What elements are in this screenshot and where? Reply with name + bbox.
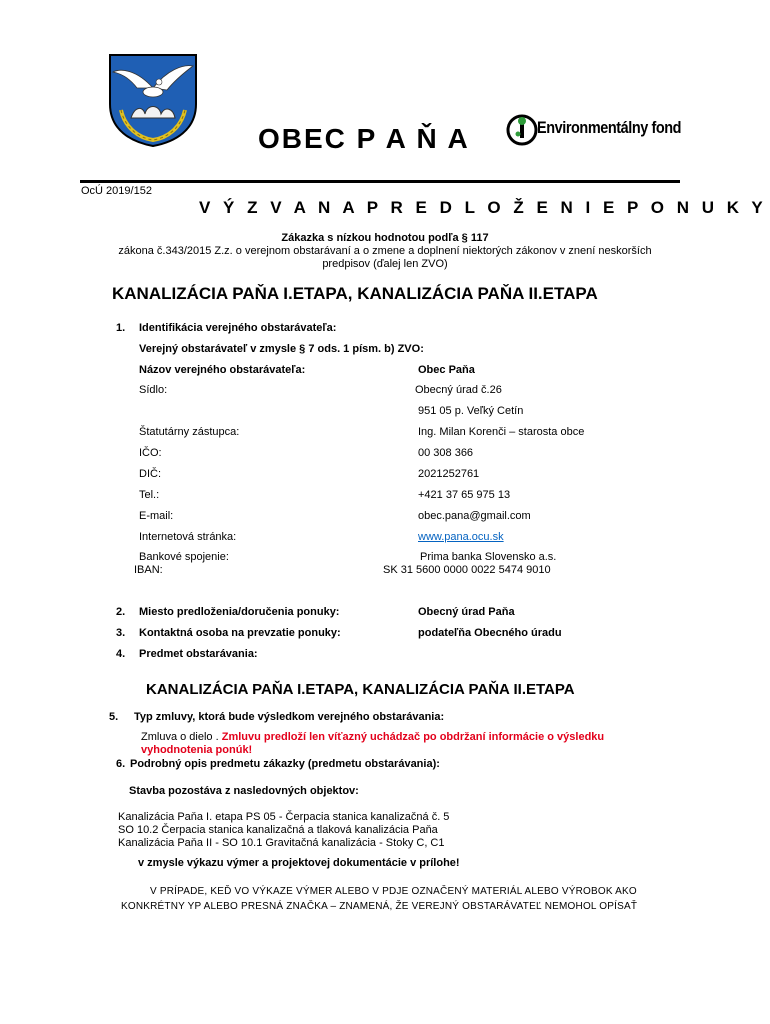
row-value: Obec Paňa — [418, 364, 475, 376]
caps-paragraph-line2: KONKRÉTNY YP ALEBO PRESNÁ ZNAČKA – ZNAMENÁ, ŽE VEREJNÝ OBSTARÁVATEĽ NEMOHOL OPÍSAŤ — [121, 901, 638, 912]
website-link[interactable]: www.pana.ocu.sk — [418, 531, 504, 543]
iban-value: SK 31 5600 0000 0022 5474 9010 — [383, 564, 551, 576]
section3-value: podateľňa Obecného úradu — [418, 627, 562, 639]
section2-value: Obecný úrad Paňa — [418, 606, 515, 618]
project-title: KANALIZÁCIA PAŇA I.ETAPA, KANALIZÁCIA PAŇA II.ETAPA — [112, 284, 598, 303]
row-label: Sídlo: — [139, 384, 168, 396]
law-reference-line2: predpisov (ďalej len ZVO) — [322, 258, 448, 270]
row-value: 2021252761 — [418, 468, 480, 480]
coat-of-arms-icon — [107, 52, 199, 148]
section-number: 4. — [116, 648, 126, 660]
email-link[interactable]: obec.pana@gmail.com — [418, 510, 531, 522]
object-line: Kanalizácia Paňa I. etapa PS 05 - Čerpacia stanica kanalizačná č. 5 — [118, 811, 450, 823]
bank-label: Bankové spojenie: — [139, 551, 229, 563]
header-divider — [80, 180, 680, 183]
project-title-2: KANALIZÁCIA PAŇA I.ETAPA, KANALIZÁCIA PAŇA II.ETAPA — [146, 681, 575, 698]
row-label: Štatutárny zástupca: — [139, 426, 240, 438]
row-label: DIČ: — [139, 468, 161, 480]
iban-label: IBAN: — [134, 564, 163, 576]
caps-paragraph-line1: V PRÍPADE, KEĎ VO VÝKAZE VÝMER ALEBO V PDJE OZNAČENÝ MATERIÁL ALEBO VÝROBOK AKO — [150, 886, 637, 897]
section-number: 2. — [116, 606, 126, 618]
section5-label: Typ zmluvy, ktorá bude výsledkom verejného obstarávania: — [134, 711, 445, 723]
section4-label: Predmet obstarávania: — [139, 648, 258, 660]
contract-type: Zmluva o dielo . — [141, 731, 219, 743]
reference-number: OcÚ 2019/152 — [81, 185, 152, 197]
row-label: E-mail: — [139, 510, 174, 522]
law-reference-line1: zákona č.343/2015 Z.z. o verejnom obstarávaní a o zmene a doplnení niektorých zákonov v znení neskorších — [118, 245, 652, 257]
contract-warning: Zmluvu predloží len víťazný uchádzač po obdržaní informácie o výsledku — [221, 731, 605, 743]
row-value: Ing. Milan Korenči – starosta obce — [418, 426, 585, 438]
contract-type-line — [141, 731, 604, 743]
row-label: Tel.: — [139, 489, 160, 501]
environmental-fund-label: Environmentálny fond — [537, 118, 682, 137]
document-heading: V Ý Z V A N A P R E D L O Ž E N I E P O N U K Y — [199, 198, 767, 217]
section1-subtitle: Verejný obstarávateľ v zmysle § 7 ods. 1 písm. b) ZVO: — [139, 343, 424, 355]
section-number: 6. — [116, 758, 126, 770]
contract-warning-cont: vyhodnotenia ponúk! — [141, 744, 253, 756]
stavba-heading: Stavba pozostáva z nasledovných objektov: — [129, 785, 359, 797]
row-value: +421 37 65 975 13 — [418, 489, 511, 501]
object-line: Kanalizácia Paňa II - SO 10.1 Gravitačná kanalizácia - Stoky C, C1 — [118, 837, 445, 849]
row-value: 00 308 366 — [418, 447, 474, 459]
section-number: 3. — [116, 627, 126, 639]
procurement-type: Zákazka s nízkou hodnotou podľa § 117 — [281, 232, 489, 244]
page-title: OBEC P A Ň A — [258, 123, 470, 154]
object-line: SO 10.2 Čerpacia stanica kanalizačná a tlaková kanalizácia Paňa — [118, 824, 438, 836]
section2-label: Miesto predloženia/doručenia ponuky: — [139, 606, 340, 618]
section-number: 5. — [109, 711, 119, 723]
row-label: Internetová stránka: — [139, 531, 237, 543]
row-value: Obecný úrad č.26 — [415, 384, 502, 396]
row-label: Názov verejného obstarávateľa: — [139, 364, 306, 376]
section-number: 1. — [116, 322, 126, 334]
bank-value: Prima banka Slovensko a.s. — [420, 551, 557, 563]
row-value: 951 05 p. Veľký Cetín — [418, 405, 524, 417]
documentation-note: v zmysle výkazu výmer a projektovej dokumentácie v prílohe! — [138, 857, 460, 869]
section6-label: Podrobný opis predmetu zákazky (predmetu obstarávania): — [130, 758, 440, 770]
section1-title: Identifikácia verejného obstarávateľa: — [139, 322, 337, 334]
row-label: IČO: — [139, 447, 162, 459]
section3-label: Kontaktná osoba na prevzatie ponuky: — [139, 627, 341, 639]
